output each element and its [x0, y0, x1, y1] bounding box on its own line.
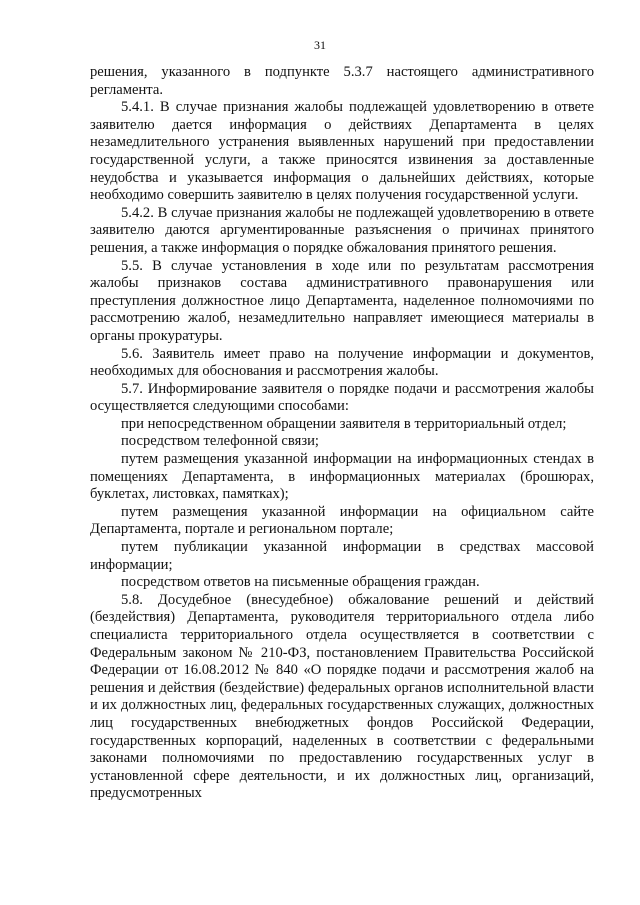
list-item-direct-appeal: при непосредственном обращении заявителя в территориальный отдел; — [121, 415, 567, 432]
page-number: 31 — [314, 38, 326, 52]
paragraph-5-6: 5.6. Заявитель имеет право на получение информации и документов, необходимых для обоснования и рассмотрения жалобы. — [90, 345, 594, 380]
paragraph-5-4-2: 5.4.2. В случае признания жалобы не подлежащей удовлетворению в ответе заявителю даются аргументированные разъяснения о причинах принятого решения, а также информация о порядке обжалования принятого решения. — [90, 204, 594, 256]
list-item-website: путем размещения указанной информации на официальном сайте Департамента, портале и региональном портале; — [90, 503, 594, 538]
list-item-phone: посредством телефонной связи; — [121, 433, 319, 450]
paragraph-5-8: 5.8. Досудебное (внесудебное) обжалование решений и действий (бездействия) Департамента, руководителя территориального отдела либо специалиста территориального отдела осуществляется в соответствии с Федеральным законом № 210-ФЗ, постановлением Правительства Российской Федерации от 16.08.2012 № 840 «О порядке подачи и рассмотрения жалоб на решения и действия (бездействие) федеральных органов исполнительной власти и их должностных лиц, федеральных государственных служащих, должностных лиц государственных внебюджетных фондов Российской Федерации, государственных корпораций, наделенных в соответствии с федеральными законами полномочиями по предоставлению государственных услуг в установленной сфере деятельности, и их должностных лиц, организаций, предусмотренных — [90, 591, 594, 802]
list-item-written-replies: посредством ответов на письменные обращения граждан. — [121, 574, 480, 591]
document-body — [90, 64, 594, 803]
paragraph-continuation: решения, указанного в подпункте 5.3.7 настоящего административного регламента. — [90, 64, 594, 98]
list-item-stands: путем размещения указанной информации на информационных стендах в помещениях Департамента, в информационных материалах (брошюрах, буклетах, листовках, памятках); — [90, 451, 594, 503]
paragraph-5-4-1: 5.4.1. В случае признания жалобы подлежащей удовлетворению в ответе заявителю дается информация о действиях Департамента в целях незамедлительного устранения выявленных нарушений при предоставлении государственной услуги, а также приносятся извинения за доставленные неудобства и указывается информация о дальнейших действиях, которые необходимо совершить заявителю в целях получения государственной услуги. — [90, 99, 594, 204]
list-item-media: путем публикации указанной информации в средствах массовой информации; — [90, 539, 594, 573]
paragraph-5-7: 5.7. Информирование заявителя о порядке подачи и рассмотрения жалобы осуществляется следующими способами: — [90, 380, 594, 415]
paragraph-5-5: 5.5. В случае установления в ходе или по результатам рассмотрения жалобы признаков состава административного правонарушения или преступления должностное лицо Департамента, наделенное полномочиями по рассмотрению жалоб, незамедлительно направляет имеющиеся материалы в органы прокуратуры. — [90, 257, 594, 344]
